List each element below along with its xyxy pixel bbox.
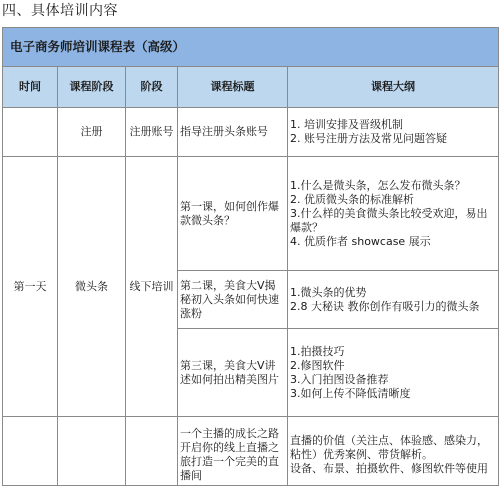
- outline-item: 设备、布景、拍摄软件、修图软件等使用: [290, 462, 488, 475]
- phase-cell: 线下培训: [126, 157, 178, 417]
- outline-item: 直播的价值（关注点、体验感、感染力，粘性）优秀案例、带货解析。: [290, 434, 488, 461]
- outline-item: 1.什么是微头条，怎么发布微头条？: [290, 178, 466, 192]
- outline-item: 3.如何上传不降低清晰度: [290, 386, 411, 400]
- stage-cell: [58, 417, 126, 486]
- stage-cell: 微头条: [58, 157, 126, 417]
- outline-cell: [288, 108, 499, 157]
- topic-cell: 第二课，美食大V揭秘初入头条如何快速涨粉: [178, 271, 288, 329]
- table-title: 电子商务师培训课程表（高级）: [3, 28, 499, 67]
- outline-item: 2.修图软件: [290, 358, 345, 372]
- outline-item: 3.什么样的美食微头条比较受欢迎，易出爆款？: [290, 206, 488, 234]
- stage-cell: 注册: [58, 108, 126, 157]
- outline-item: 3.入门拍图设备推荐: [290, 372, 389, 386]
- table-row: [3, 417, 499, 486]
- time-cell: 第一天: [3, 157, 58, 417]
- section-heading: 四、具体培训内容: [2, 3, 118, 19]
- table-row: [3, 108, 499, 157]
- header-outline: 课程大纲: [288, 67, 499, 108]
- topic-cell: 第三课，美食大V讲述如何拍出精美图片: [178, 329, 288, 417]
- header-phase: 阶段: [126, 67, 178, 108]
- time-cell: [3, 108, 58, 157]
- outline-cell: [288, 157, 499, 271]
- outline-item: 2. 优质微头条的标准解析: [290, 192, 414, 206]
- time-cell: [3, 417, 58, 486]
- header-topic: 课程标题: [178, 67, 288, 108]
- phase-cell: 注册账号: [126, 108, 178, 157]
- outline-item: 1. 培训安排及晋级机制: [290, 118, 403, 131]
- outline-cell: [288, 417, 499, 486]
- outline-cell: [288, 271, 499, 329]
- outline-item: 2.8 大秘诀 教你创作有吸引力的微头条: [290, 299, 480, 313]
- table-row: [3, 157, 499, 271]
- header-time: 时间: [3, 67, 58, 108]
- table-title-row: [3, 28, 499, 67]
- topic-cell: 第一课，如何创作爆款微头条？: [178, 157, 288, 271]
- header-row: [3, 67, 499, 108]
- outline-item: 1.微头条的优势: [290, 285, 367, 299]
- topic-cell: 一个主播的成长之路开启你的线上直播之旅打造一个完美的直播间: [178, 417, 288, 486]
- phase-cell: [126, 417, 178, 486]
- outline-item: 4. 优质作者 showcase 展示: [290, 234, 431, 248]
- outline-cell: [288, 329, 499, 417]
- topic-cell: 指导注册头条账号: [178, 108, 288, 157]
- course-schedule-table: [2, 27, 499, 486]
- outline-item: 1.拍摄技巧: [290, 344, 345, 358]
- header-stage: 课程阶段: [58, 67, 126, 108]
- outline-item: 2. 账号注册方法及常见问题答疑: [290, 132, 447, 145]
